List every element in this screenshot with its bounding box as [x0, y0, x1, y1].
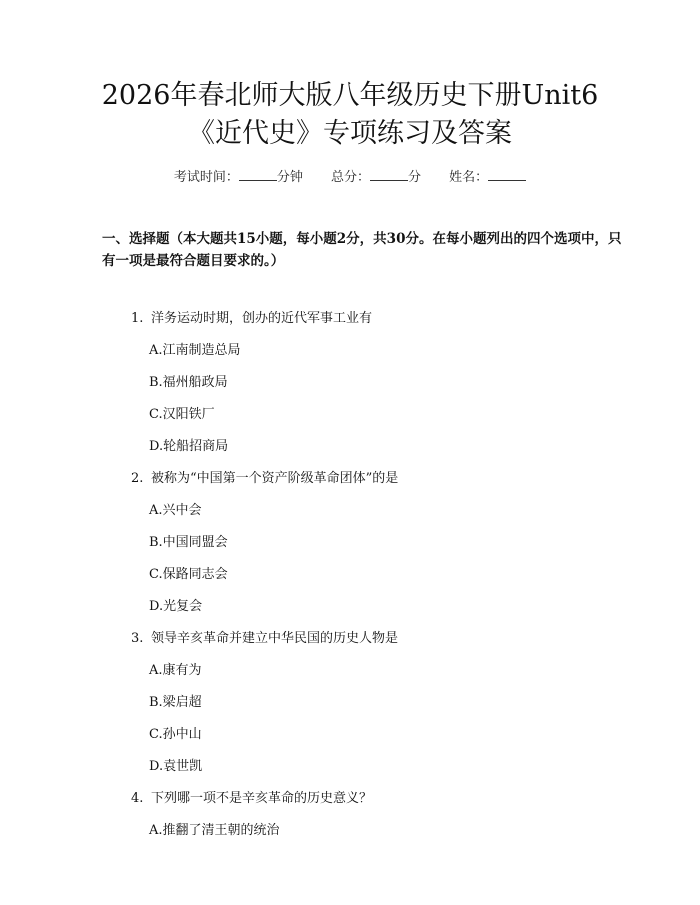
question-text: 领导辛亥革命并建立中华民国的历史人物是	[151, 631, 399, 646]
question-3	[131, 630, 398, 648]
question-2-option-c: C.保路同志会	[149, 567, 228, 582]
question-number: 2.	[131, 471, 144, 486]
question-3-option-d: D.袁世凯	[149, 759, 203, 774]
question-text: 被称为“中国第一个资产阶级革命团体”的是	[151, 471, 399, 486]
question-3-option-c: C.孙中山	[149, 727, 202, 742]
total-score-blank	[370, 168, 408, 181]
exam-time-field	[174, 168, 303, 187]
question-1-option-a: A.江南制造总局	[149, 343, 241, 358]
question-1	[131, 310, 372, 328]
question-number: 1.	[131, 311, 144, 326]
question-number: 4.	[131, 791, 144, 806]
question-3-option-b: B.梁启超	[149, 695, 202, 710]
total-score-label: 总分：	[330, 170, 370, 185]
question-4	[131, 790, 372, 808]
question-2	[131, 470, 398, 488]
question-2-option-a: A.兴中会	[149, 503, 202, 518]
question-2-option-d: D.光复会	[149, 599, 203, 614]
question-3-option-a: A.康有为	[149, 663, 202, 678]
question-text: 洋务运动时期，创办的近代军事工业有	[151, 311, 373, 326]
section-heading: 一、选择题（本大题共15小题，每小题2分，共30分。在每小题列出的四个选项中，只有一项是最符合题目要求的。）	[102, 231, 622, 269]
total-score-field	[331, 168, 421, 187]
student-name-label: 姓名：	[449, 170, 489, 185]
document-title-line-1: 2026年春北师大版八年级历史下册Unit6	[101, 80, 599, 111]
student-name-blank	[488, 168, 526, 181]
question-1-option-b: B.福州船政局	[149, 375, 228, 390]
question-1-option-d: D.轮船招商局	[149, 439, 229, 454]
exam-time-unit: 分钟	[276, 170, 303, 185]
question-4-option-a: A.推翻了清王朝的统治	[149, 823, 280, 838]
question-number: 3.	[131, 631, 144, 646]
exam-info-row	[0, 168, 700, 187]
question-2-option-b: B.中国同盟会	[149, 535, 228, 550]
document-title-line-2: 《近代史》专项练习及答案	[188, 118, 512, 149]
student-name-field	[449, 168, 526, 187]
question-1-option-c: C.汉阳铁厂	[149, 407, 215, 422]
question-text: 下列哪一项不是辛亥革命的历史意义？	[151, 791, 373, 806]
exam-time-blank	[239, 168, 277, 181]
total-score-unit: 分	[408, 170, 422, 185]
exam-time-label: 考试时间：	[173, 170, 239, 185]
